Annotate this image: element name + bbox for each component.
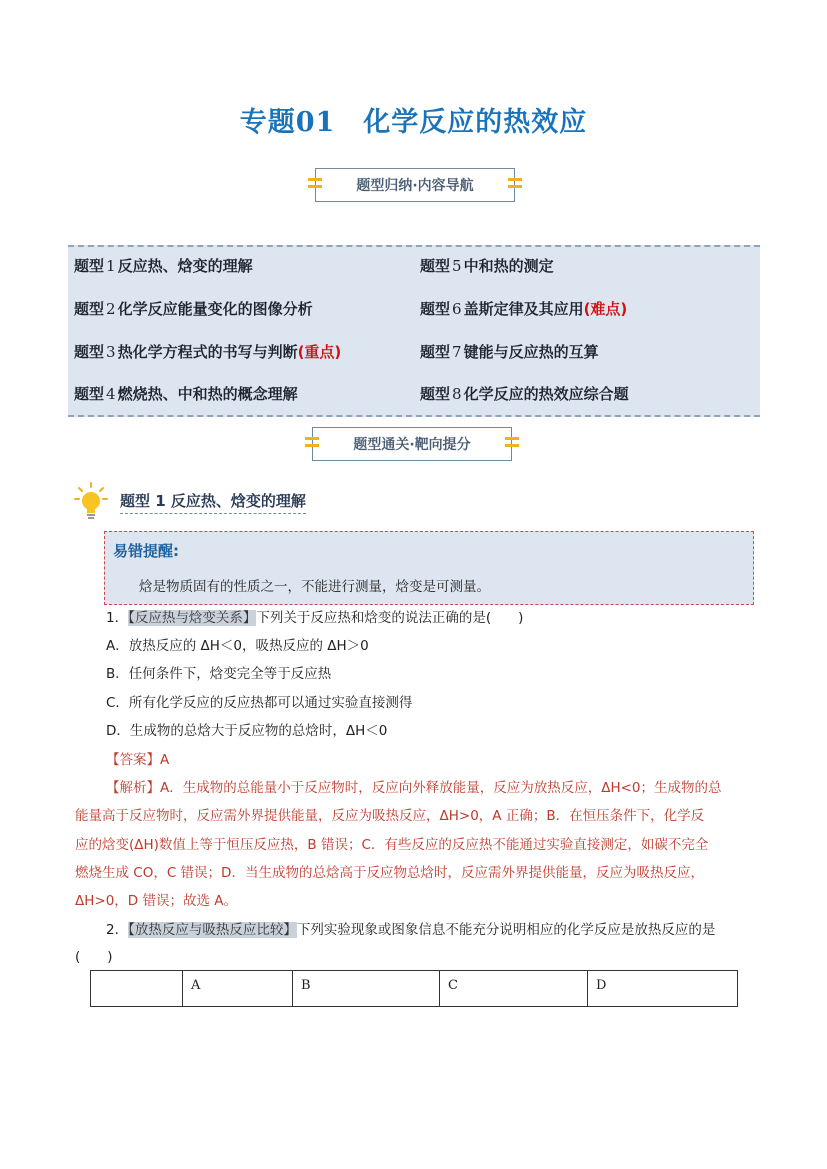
difficulty-flag: (难点)	[583, 300, 628, 318]
nav-item[interactable]: 题型 1 反应热、焓变的理解	[74, 257, 253, 275]
title-main: 化学反应的热效应	[363, 107, 588, 138]
question-tag: 【放热反应与吸热反应比较】	[128, 922, 297, 938]
content-navigation	[68, 245, 760, 417]
nav-item[interactable]: 题型 8 化学反应的热效应综合题	[420, 385, 629, 403]
question-2-stem: 2．【放热反应与吸热反应比较】下列实验现象或图象信息不能充分说明相应的化学反应是放热反应的是	[106, 922, 716, 938]
section-heading: 题型 1 反应热、焓变的理解	[74, 482, 374, 522]
question-tag: 【反应热与焓变关系】	[128, 610, 257, 626]
analysis-line: 应的焓变(ΔH)数值上等于恒压反应热，B 错误；C．有些反应的反应热不能通过实验直接测定，如碳不完全	[75, 837, 709, 853]
analysis-line: 【解析】A．生成物的总能量小于反应物时，反应向外释放能量，反应为放热反应，ΔH<0；生成物的总	[106, 780, 722, 796]
option-c: C．所有化学反应的反应热都可以通过实验直接测得	[106, 695, 413, 711]
page-title: 专题01 化学反应的热效应	[239, 107, 588, 138]
option-b: B．任何条件下，焓变完全等于反应热	[106, 666, 332, 682]
table-cell	[91, 971, 183, 1006]
banner-left-mark-icon	[308, 178, 322, 192]
banner-right-mark-icon	[508, 178, 522, 192]
title-number: 01	[295, 107, 336, 138]
question-1-stem: 1．【反应热与焓变关系】下列关于反应热和焓变的说法正确的是( )	[106, 610, 524, 626]
nav-item[interactable]: 题型 2 化学反应能量变化的图像分析	[74, 300, 313, 318]
nav-item[interactable]: 题型 7 键能与反应热的互算	[420, 343, 599, 361]
key-flag: (重点)	[297, 343, 342, 361]
option-d: D．生成物的总焓大于反应物的总焓时，ΔH＜0	[106, 723, 388, 739]
table-cell: D	[596, 978, 607, 993]
error-tip-box	[104, 531, 754, 605]
nav-item[interactable]: 题型 3 热化学方程式的书写与判断(重点)	[74, 343, 342, 361]
question-2-blank: ( )	[75, 949, 113, 965]
table-cell: A	[183, 971, 293, 1006]
nav-item[interactable]: 题型 6 盖斯定律及其应用(难点)	[420, 300, 628, 318]
analysis-line: 燃烧生成 CO，C 错误；D．当生成物的总焓高于反应物总焓时，反应需外界提供能量，反应为吸热反应，	[75, 865, 704, 881]
nav-item[interactable]: 题型 4 燃烧热、中和热的概念理解	[74, 385, 298, 403]
nav-banner: 题型归纳·内容导航	[315, 168, 515, 202]
tip-label: 易错提醒:	[113, 542, 179, 560]
option-a: A．放热反应的 ΔH＜0，吸热反应的 ΔH＞0	[106, 638, 369, 654]
nav-item[interactable]: 题型 5 中和热的测定	[420, 257, 554, 275]
options-table	[90, 970, 738, 1007]
practice-banner: 题型通关·靶向提分	[312, 427, 512, 461]
banner-right-mark-icon	[505, 437, 519, 451]
table-cell: C	[440, 971, 588, 1006]
analysis-line: 能量高于反应物时，反应需外界提供能量，反应为吸热反应，ΔH>0，A 正确；B．在恒压条件下，化学反	[75, 808, 705, 824]
lightbulb-icon	[74, 482, 108, 522]
table-cell: B	[293, 971, 440, 1006]
analysis-line: ΔH>0，D 错误；故选 A。	[75, 893, 237, 909]
banner-left-mark-icon	[305, 437, 319, 451]
tip-text: 焓是物质固有的性质之一，不能进行测量，焓变是可测量。	[139, 579, 490, 595]
answer: 【答案】A	[106, 752, 170, 768]
